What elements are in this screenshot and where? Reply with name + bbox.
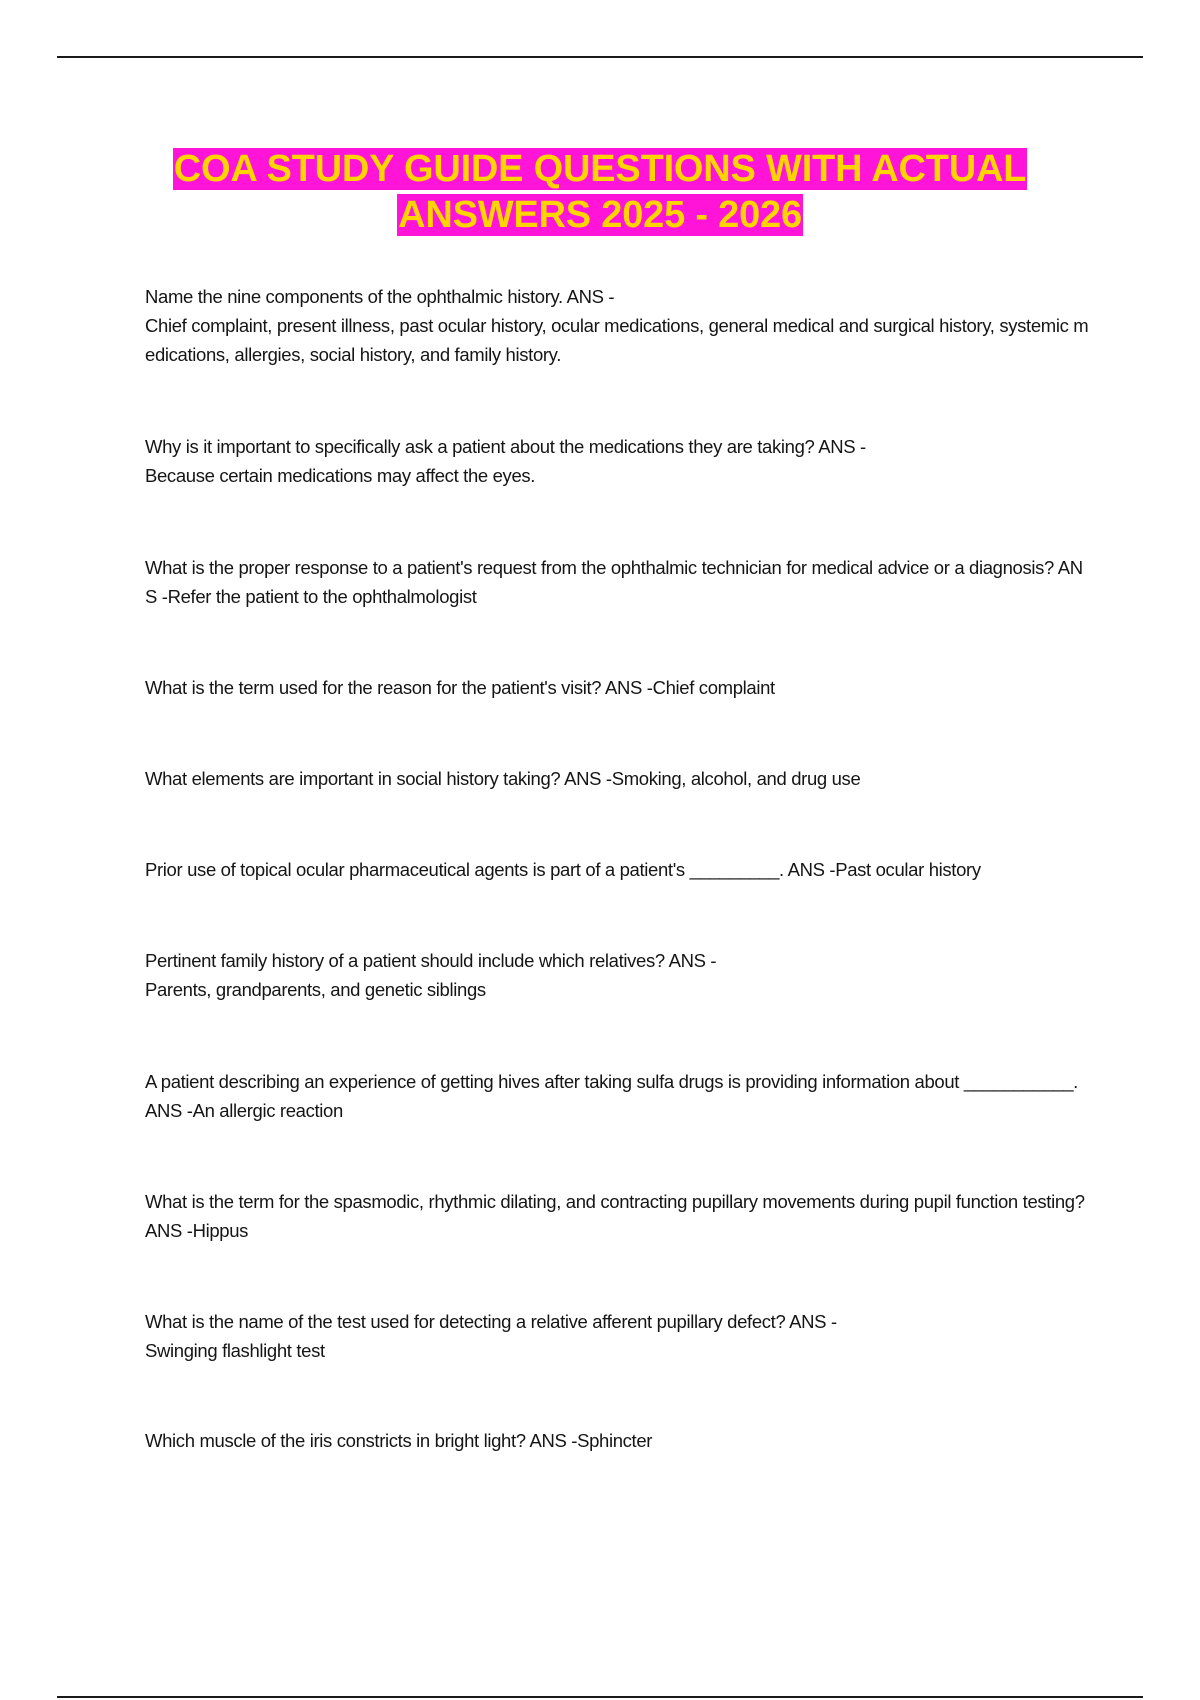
question-text: What elements are important in social history taking? ANS - <box>145 768 612 789</box>
question-text: Prior use of topical ocular pharmaceutical agents is part of a patient's _________. ANS - <box>145 859 836 880</box>
document-title <box>0 146 1200 238</box>
qa-item-9 <box>145 1187 1090 1245</box>
bottom-rule <box>57 1696 1143 1698</box>
title-line-1: COA STUDY GUIDE QUESTIONS WITH ACTUAL <box>173 148 1027 190</box>
question-text: What is the term used for the reason for the patient's visit? ANS - <box>145 677 653 698</box>
answer-text: Past ocular history <box>835 859 981 880</box>
answer-text: Hippus <box>192 1220 249 1241</box>
answer-text: Swinging flashlight test <box>145 1340 325 1361</box>
title-line-2: ANSWERS 2025 - 2026 <box>398 194 802 236</box>
answer-text: Chief complaint <box>652 677 775 698</box>
qa-item-11 <box>145 1426 1090 1455</box>
qa-item-7 <box>145 946 1090 1004</box>
answer-text: Smoking, alcohol, and drug use <box>611 768 861 789</box>
qa-item-3 <box>145 553 1090 611</box>
question-text: What is the term for the spasmodic, rhythmic dilating, and contracting pupillary movements during pupil function testing? ANS - <box>145 1191 1085 1241</box>
question-text: Name the nine components of the ophthalmic history. ANS - <box>145 286 615 307</box>
qa-item-10 <box>145 1307 1090 1365</box>
question-text: Why is it important to specifically ask a patient about the medications they are taking? ANS - <box>145 436 866 457</box>
answer-text: Sphincter <box>577 1430 653 1451</box>
answer-text: Because certain medications may affect the eyes. <box>145 465 536 486</box>
answer-text: Refer the patient to the ophthalmologist <box>167 586 477 607</box>
qa-item-1 <box>145 282 1090 369</box>
answer-text: An allergic reaction <box>192 1100 343 1121</box>
qa-item-6 <box>145 855 1090 884</box>
question-text: Which muscle of the iris constricts in bright light? ANS - <box>145 1430 578 1451</box>
top-rule <box>57 56 1143 58</box>
question-text: What is the name of the test used for detecting a relative afferent pupillary defect? ANS - <box>145 1311 837 1332</box>
question-text: What is the proper response to a patient's request from the ophthalmic technician for medical advice or a diagnosis? ANS - <box>145 557 1083 607</box>
question-text: A patient describing an experience of getting hives after taking sulfa drugs is providing information about ___________. ANS - <box>145 1071 1078 1121</box>
question-text: Pertinent family history of a patient should include which relatives? ANS - <box>145 950 717 971</box>
qa-item-5 <box>145 764 1090 793</box>
answer-text: Chief complaint, present illness, past ocular history, ocular medications, general medical and surgical history, systemic medications, allergies, social history, and family history. <box>145 315 1089 365</box>
qa-item-4 <box>145 673 1090 702</box>
answer-text: Parents, grandparents, and genetic siblings <box>145 979 486 1000</box>
qa-item-8 <box>145 1067 1090 1125</box>
qa-item-2 <box>145 432 1090 490</box>
